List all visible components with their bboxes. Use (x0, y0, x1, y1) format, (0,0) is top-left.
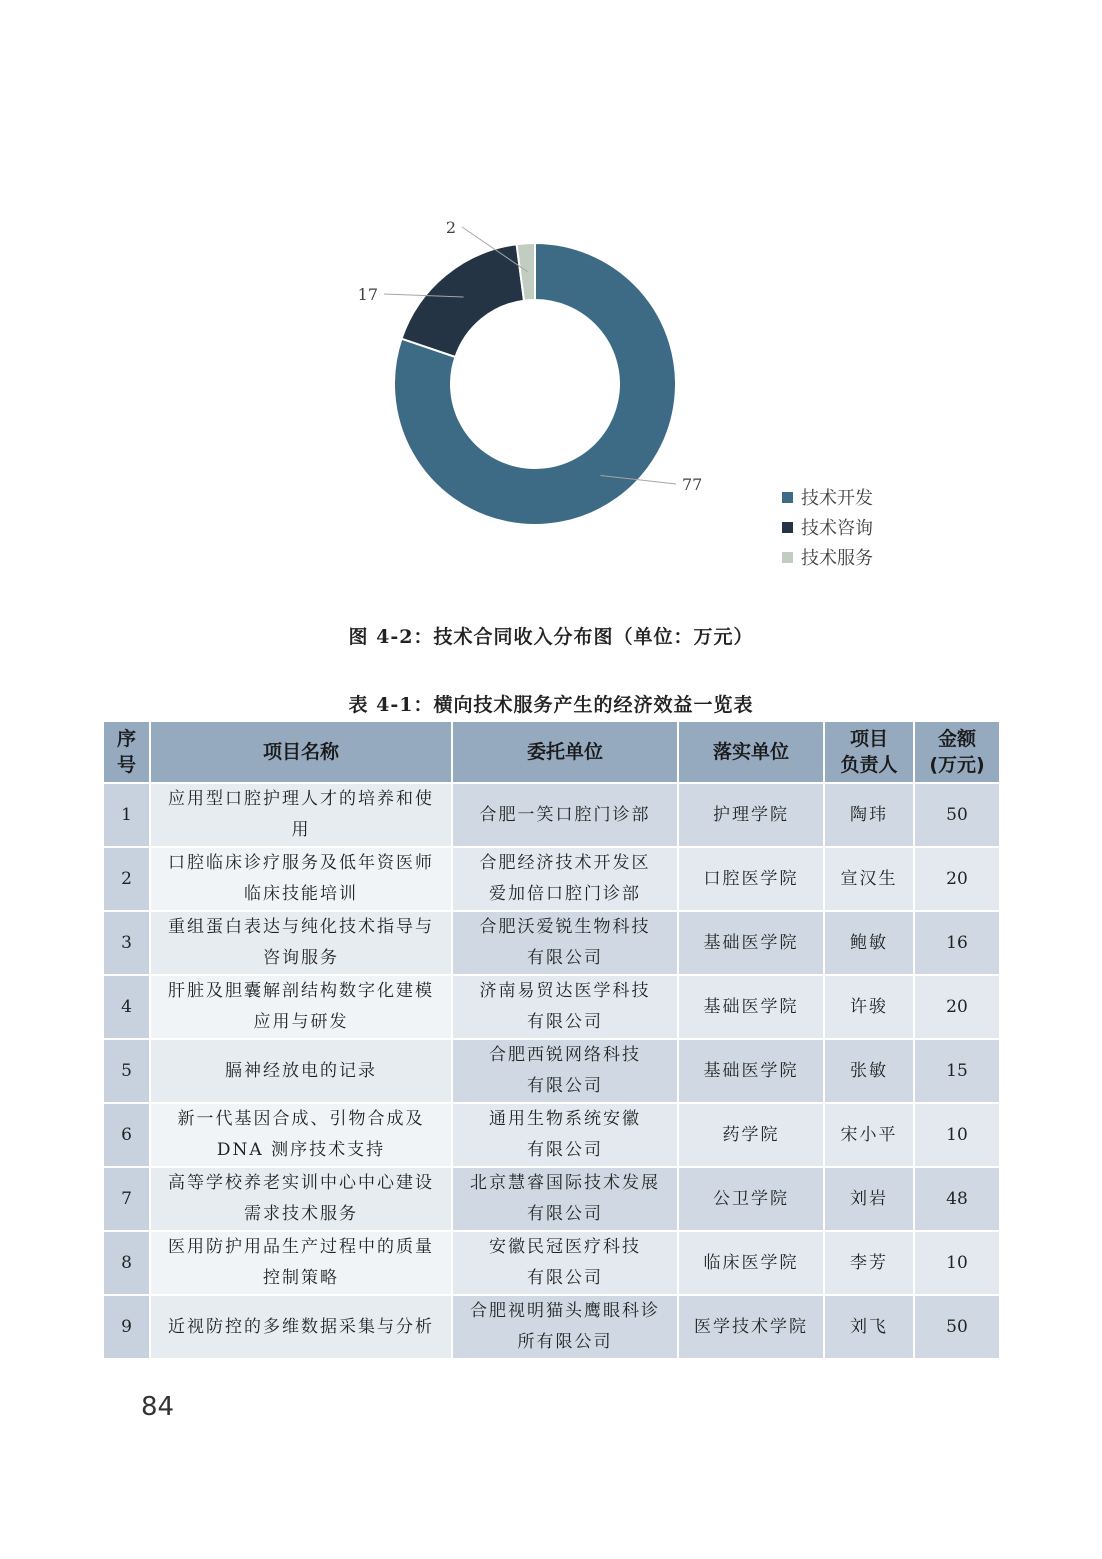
data-label: 2 (445, 218, 456, 237)
cell-client: 合肥视明猫头鹰眼科诊 所有限公司 (452, 1295, 678, 1359)
cell-client: 合肥西锐网络科技 有限公司 (452, 1039, 678, 1103)
cell-unit: 公卫学院 (678, 1167, 824, 1231)
legend-item-tech-service (782, 542, 873, 572)
table-row (104, 1295, 1000, 1359)
cell-leader: 鲍敏 (824, 911, 914, 975)
cell-unit: 基础医学院 (678, 911, 824, 975)
table-row (104, 911, 1000, 975)
donut-chart (160, 200, 940, 580)
cell-amount: 50 (914, 783, 1000, 847)
cell-amount: 16 (914, 911, 1000, 975)
legend-label: 技术咨询 (801, 518, 873, 539)
cell-unit: 基础医学院 (678, 1039, 824, 1103)
cell-project: 口腔临床诊疗服务及低年资医师 临床技能培训 (150, 847, 452, 911)
cell-leader: 刘飞 (824, 1295, 914, 1359)
cell-index: 7 (104, 1167, 150, 1231)
legend-swatch (782, 492, 793, 503)
cell-unit: 医学技术学院 (678, 1295, 824, 1359)
cell-leader: 宣汉生 (824, 847, 914, 911)
header-unit: 落实单位 (678, 722, 824, 783)
table-row (104, 1039, 1000, 1103)
cell-leader: 李芳 (824, 1231, 914, 1295)
cell-client: 北京慧睿国际技术发展 有限公司 (452, 1167, 678, 1231)
header-leader: 项目 负责人 (824, 722, 914, 783)
header-project: 项目名称 (150, 722, 452, 783)
cell-amount: 48 (914, 1167, 1000, 1231)
cell-project: 重组蛋白表达与纯化技术指导与 咨询服务 (150, 911, 452, 975)
legend-label: 技术开发 (801, 488, 873, 509)
legend-swatch (782, 552, 793, 563)
benefit-table (104, 722, 1001, 1360)
cell-project: 应用型口腔护理人才的培养和使 用 (150, 783, 452, 847)
cell-client: 安徽民冠医疗科技 有限公司 (452, 1231, 678, 1295)
cell-leader: 宋小平 (824, 1103, 914, 1167)
table-row (104, 783, 1000, 847)
table-row (104, 1231, 1000, 1295)
table-row (104, 847, 1000, 911)
cell-index: 2 (104, 847, 150, 911)
cell-unit: 临床医学院 (678, 1231, 824, 1295)
cell-leader: 许骏 (824, 975, 914, 1039)
cell-amount: 50 (914, 1295, 1000, 1359)
cell-unit: 基础医学院 (678, 975, 824, 1039)
cell-leader: 张敏 (824, 1039, 914, 1103)
legend-swatch (782, 522, 793, 533)
cell-project: 近视防控的多维数据采集与分析 (150, 1295, 452, 1359)
cell-project: 高等学校养老实训中心中心建设 需求技术服务 (150, 1167, 452, 1231)
cell-index: 3 (104, 911, 150, 975)
cell-amount: 20 (914, 975, 1000, 1039)
cell-amount: 15 (914, 1039, 1000, 1103)
cell-project: 肝脏及胆囊解剖结构数字化建模 应用与研发 (150, 975, 452, 1039)
header-index: 序 号 (104, 722, 150, 783)
data-label: 17 (357, 285, 378, 304)
cell-unit: 口腔医学院 (678, 847, 824, 911)
table-row (104, 1103, 1000, 1167)
cell-index: 9 (104, 1295, 150, 1359)
cell-project: 新一代基因合成、引物合成及 DNA 测序技术支持 (150, 1103, 452, 1167)
cell-client: 合肥经济技术开发区 爱加倍口腔门诊部 (452, 847, 678, 911)
cell-index: 1 (104, 783, 150, 847)
cell-amount: 20 (914, 847, 1000, 911)
data-label: 77 (682, 475, 703, 494)
donut-slice (401, 244, 524, 357)
cell-leader: 刘岩 (824, 1167, 914, 1231)
header-amount: 金额 (万元) (914, 722, 1000, 783)
cell-client: 合肥沃爱锐生物科技 有限公司 (452, 911, 678, 975)
cell-index: 8 (104, 1231, 150, 1295)
chart-legend (782, 482, 873, 572)
table-header-row (104, 722, 1000, 783)
header-client: 委托单位 (452, 722, 678, 783)
cell-unit: 药学院 (678, 1103, 824, 1167)
cell-index: 4 (104, 975, 150, 1039)
table-row (104, 975, 1000, 1039)
cell-client: 通用生物系统安徽 有限公司 (452, 1103, 678, 1167)
cell-project: 医用防护用品生产过程中的质量 控制策略 (150, 1231, 452, 1295)
cell-unit: 护理学院 (678, 783, 824, 847)
cell-client: 合肥一笑口腔门诊部 (452, 783, 678, 847)
cell-leader: 陶玮 (824, 783, 914, 847)
cell-project: 膈神经放电的记录 (150, 1039, 452, 1103)
cell-amount: 10 (914, 1231, 1000, 1295)
legend-label: 技术服务 (801, 548, 873, 569)
legend-item-tech-dev (782, 482, 873, 512)
page-number: 84 (141, 1392, 175, 1422)
figure-caption: 图 4-2：技术合同收入分布图（单位：万元） (348, 626, 754, 648)
table-row (104, 1167, 1000, 1231)
cell-client: 济南易贸达医学科技 有限公司 (452, 975, 678, 1039)
cell-index: 5 (104, 1039, 150, 1103)
cell-index: 6 (104, 1103, 150, 1167)
table-title: 表 4-1：横向技术服务产生的经济效益一览表 (348, 694, 754, 716)
cell-amount: 10 (914, 1103, 1000, 1167)
legend-item-tech-consult (782, 512, 873, 542)
